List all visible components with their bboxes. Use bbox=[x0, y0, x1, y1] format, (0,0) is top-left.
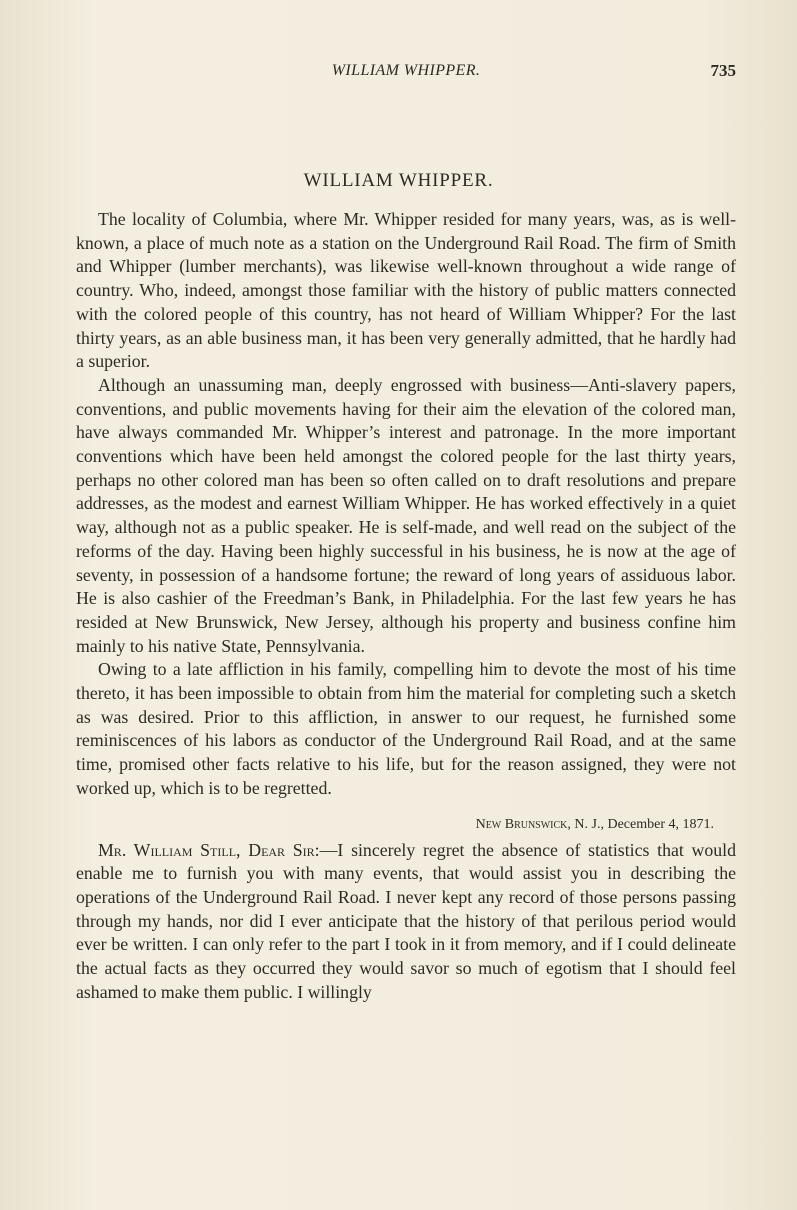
body-text bbox=[76, 208, 736, 1005]
running-head bbox=[76, 62, 736, 86]
letter-paragraph bbox=[76, 839, 736, 1005]
dateline-place: New Brunswick, bbox=[475, 816, 571, 832]
page-number: 735 bbox=[710, 61, 736, 80]
paragraph: The locality of Columbia, where Mr. Whipper resided for many years, was, as is well-known, a place of much note as a station on the Underground Rail Road. The firm of Smith and Whipper (lumber merchants), was likewise well-known throughout a wide range of country. Who, indeed, amongst those familiar with the history of public matters connected with the colored people of this country, has not heard of William Whipper? For the last thirty years, as an able business man, it has been very generally admitted, that he hardly had a superior. bbox=[76, 209, 736, 372]
letter-dateline bbox=[76, 815, 714, 835]
letter-body: —I sincerely regret the absence of statistics that would enable me to furnish you with many events, that would assist you in describing the operations of the Underground Rail Road. I never kept any record of those persons passing through my hands, nor did I ever anticipate that the history of that perilous period would ever be written. I can only refer to the part I took in it from memory, and if I could delineate the actual facts as they occurred they would savor so much of egotism that I should feel ashamed to make them public. I willingly bbox=[76, 839, 736, 1002]
paragraph: Although an unassuming man, deeply engrossed with business—Anti-slavery papers, conventions, and public movements having for their aim the elevation of the colored man, have always commanded Mr. Whipper’s interest and patronage. In the more important conventions which have been held amongst the colored people for the last thirty years, perhaps no other colored man has been so often called on to draft resolutions and prepare addresses, as the modest and earnest William Whipper. He has worked effectively in a quiet way, although not as a public speaker. He is self-made, and well read on the subject of the reforms of the day. Having been highly successful in his business, he is now at the age of seventy, in possession of a handsome fortune; the reward of long years of assiduous labor. He is also cashier of the Freedman’s Bank, in Philadelphia. For the last few years he has resided at New Brunswick, New Jersey, although his property and business confine him mainly to his native State, Pennsylvania. bbox=[76, 374, 736, 656]
chapter-title: WILLIAM WHIPPER. bbox=[303, 170, 494, 191]
running-title: WILLIAM WHIPPER. bbox=[331, 62, 481, 79]
paragraph: Owing to a late affliction in his family, compelling him to devote the most of his time thereto, it has been impossible to obtain from him the material for completing such a sketch as was desired. Prior to this affliction, in answer to our request, he furnished some reminiscences of his labors as conductor of the Underground Rail Road, and at the same time, promised other facts relative to his life, but for the reason assigned, they were not worked up, which is to be regretted. bbox=[76, 659, 736, 798]
dateline-date: N. J., December 4, 1871. bbox=[570, 816, 714, 832]
letter-salutation: Mr. William Still, Dear Sir: bbox=[98, 839, 320, 860]
